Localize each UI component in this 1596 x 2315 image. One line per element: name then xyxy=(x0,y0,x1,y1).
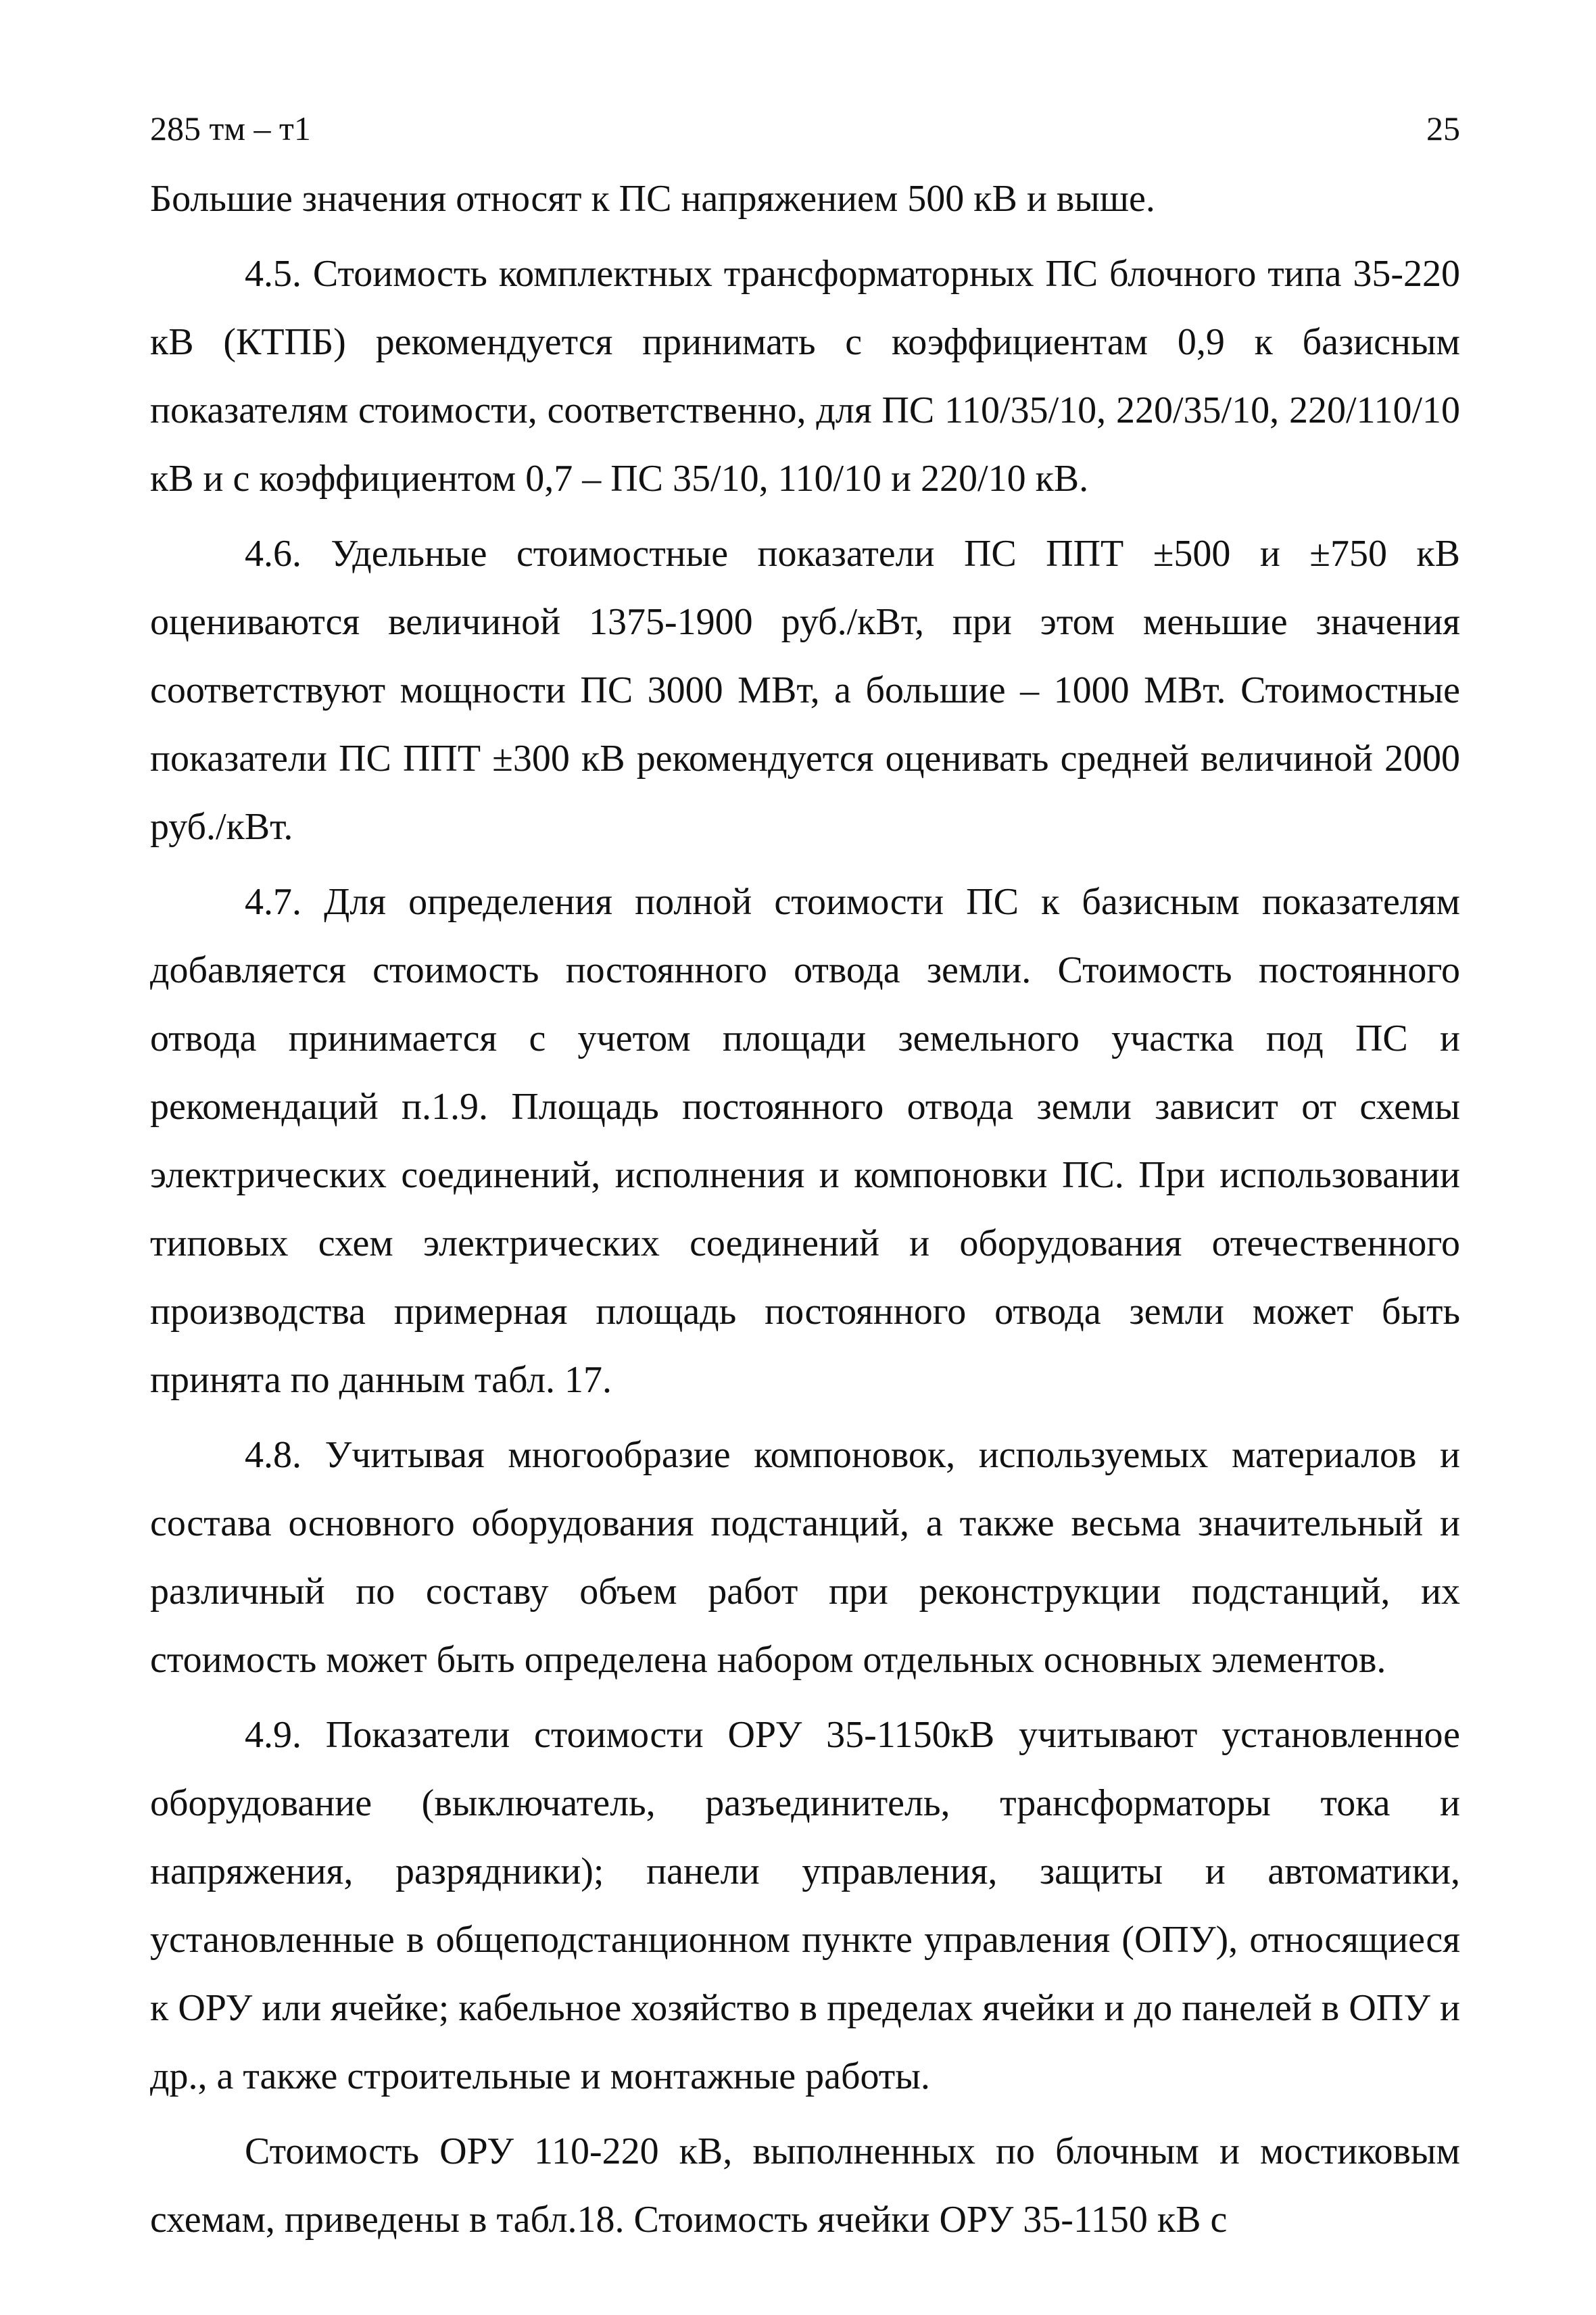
paragraph-4-9: 4.9. Показатели стоимости ОРУ 35-1150кВ учитывают установленное оборудование (выключатель, разъединитель, трансформаторы тока и напряжения, разрядники); панели управления, защиты и автоматики, установленные в общеподстанционном пункте управления (ОПУ), относящиеся к ОРУ или ячейке; кабельное хозяйство в пределах ячейки и до панелей в ОПУ и др., а также строительные и монтажные работы. xyxy=(150,1714,1460,2097)
paragraph-4-5: 4.5. Стоимость комплектных трансформаторных ПС блочного типа 35-220 кВ (КТПБ) рекомендуется принимать с коэффициентам 0,9 к базисным показателям стоимости, соответственно, для ПС 110/35/10, 220/35/10, 220/110/10 кВ и с коэффициентом 0,7 – ПС 35/10, 110/10 и 220/10 кВ. xyxy=(150,253,1460,500)
page-number: 25 xyxy=(1426,110,1460,147)
paragraph-4-8: 4.8. Учитывая многообразие компоновок, используемых материалов и состава основного оборудования подстанций, а также весьма значительный и различный по составу объем работ при реконструкции подстанций, их стоимость может быть определена набором отдельных основных элементов. xyxy=(150,1434,1460,1681)
paragraph-4-6: 4.6. Удельные стоимостные показатели ПС ППТ ±500 и ±750 кВ оцениваются величиной 1375-1900 руб./кВт, при этом меньшие значения соответствуют мощности ПС 3000 МВт, а большие – 1000 МВт. Стоимостные показатели ПС ППТ ±300 кВ рекомендуется оценивать средней величиной 2000 руб./кВт. xyxy=(150,533,1460,848)
paragraph-continuation: Большие значения относят к ПС напряжением 500 кВ и выше. xyxy=(150,178,1155,220)
body-text xyxy=(150,165,1460,2254)
paragraph-oru-cost: Стоимость ОРУ 110-220 кВ, выполненных по блочным и мостиковым схемам, приведены в табл.18. Стоимость ячейки ОРУ 35-1150 кВ с xyxy=(150,2130,1460,2241)
document-code: 285 тм – т1 xyxy=(150,110,311,147)
page-header xyxy=(150,101,1460,156)
paragraph-4-7: 4.7. Для определения полной стоимости ПС к базисным показателям добавляется стоимость постоянного отвода земли. Стоимость постоянного отвода принимается с учетом площади земельного участка под ПС и рекомендаций п.1.9. Площадь постоянного отвода земли зависит от схемы электрических соединений, исполнения и компоновки ПС. При использовании типовых схем электрических соединений и оборудования отечественного производства примерная площадь постоянного отвода земли может быть принята по данным табл. 17. xyxy=(150,881,1460,1401)
